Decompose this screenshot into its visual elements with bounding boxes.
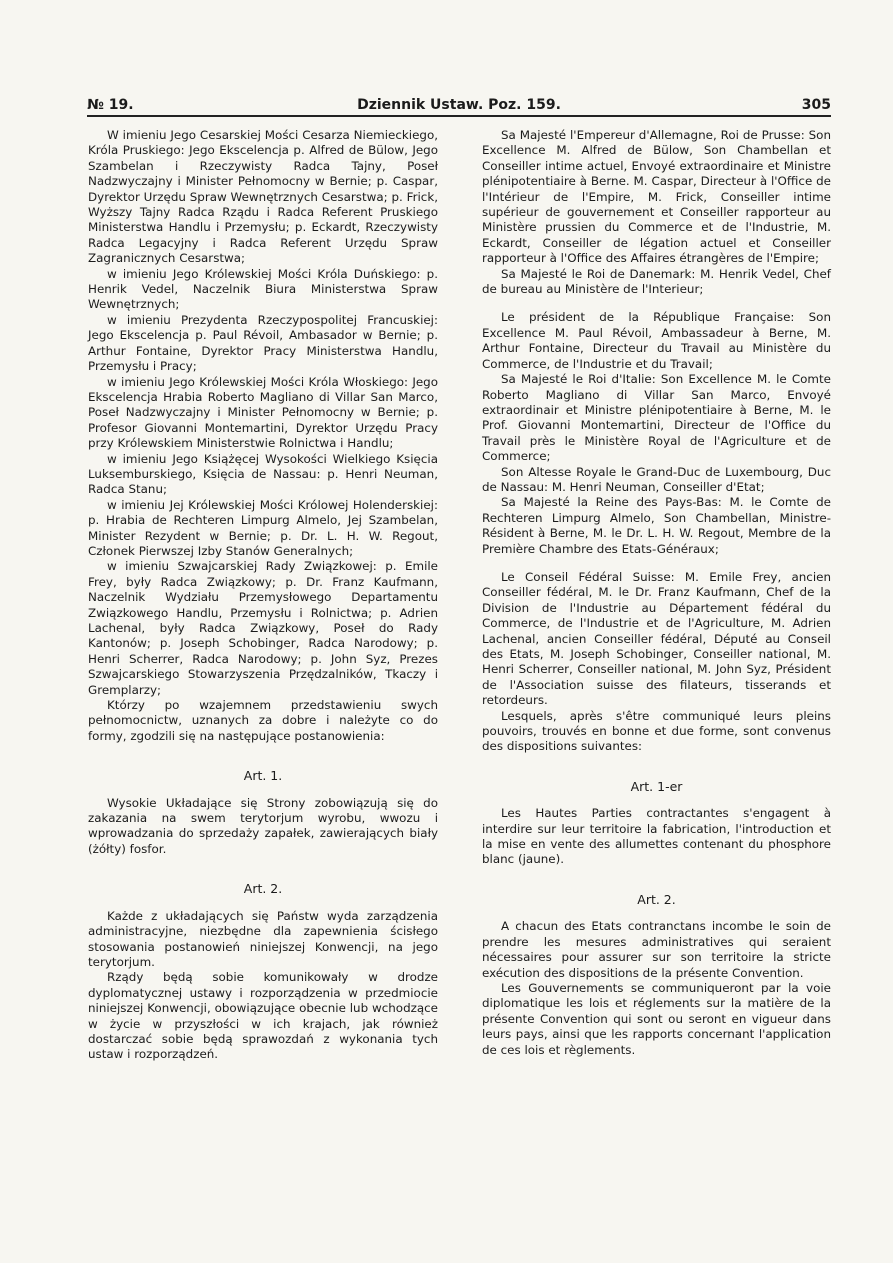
paragraph: w imieniu Jego Książęcej Wysokości Wielkiego Księcia Luksemburskiego, Księcia de Nassau: p. Henri Neuman, Radca Stanu; [88, 451, 438, 497]
paragraph: Son Altesse Royale le Grand-Duc de Luxembourg, Duc de Nassau: M. Henri Neuman, Conseiller d'Etat; [482, 464, 831, 494]
paragraph: Sa Majesté le Roi de Danemark: M. Henrik Vedel, Chef de bureau au Ministère de l'Interieur; [482, 266, 831, 297]
journal-title: Dziennik Ustaw. Poz. 159. [357, 97, 561, 113]
article-heading: Art. 1. [243, 768, 283, 784]
paragraph: Sa Majesté la Reine des Pays-Bas: M. le Comte de Rechteren Limpurg Almelo, Son Chambellan, Ministre-Résident à Berne, M. le Dr. L. H. W. Regout, Membre de la Première Chambre des Etats-Généraux; [482, 495, 831, 556]
paragraph: Rządy będą sobie komunikowały w drodze dyplomatycznej ustawy i rozporządzenia w przedmiocie niniejszej Konwencji, obowiązujące obecnie lub wchodzące w życie w przyszłości w ich krajach, jak również dostarczać sobie będą sprawozdań z wykonania tych ustaw i rozporządzeń. [88, 970, 438, 1062]
paragraph: w imieniu Jej Królewskiej Mości Królowej Holenderskiej: p. Hrabia de Rechteren Limpurg Almelo, Jej Szambelan, Minister Rezydent w Bernie; p. Dr. L. H. W. Regout, Członek Pierwszej Izby Stanów Generalnych; [88, 497, 438, 558]
paragraph: w imieniu Jego Królewskiej Mości Króla Włoskiego: Jego Ekscelencja Hrabia Roberto Magliano di Villar San Marco, Poseł Nadzwyczajny i Minister Pełnomocny w Bernie; p. Profesor Giovanni Montemartini, Dyrektor Urzędu Pracy przy Królewskiem Ministerstwie Rolnictwa i Handlu; [88, 374, 438, 451]
issue-number: № 19. [87, 97, 134, 113]
paragraph: Sa Majesté le Roi d'Italie: Son Excellence M. le Comte Roberto Magliano di Villar San Marco, Envoyé extraordinair et Ministre plénipotentiaire à Berne, M. le Prof. Giovanni Montemartini, Directeur de l'Office du Travail près le Ministère Royal de l'Agriculture et de Commerce; [482, 372, 831, 464]
paragraph: w imieniu Jego Królewskiej Mości Króla Duńskiego: p. Henrik Vedel, Naczelnik Biura Ministerstwa Spraw Wewnętrznych; [88, 266, 438, 312]
article-heading: Art. 2. [637, 891, 676, 907]
paragraph: Le président de la République Française: Son Excellence M. Paul Révoil, Ambassadeur à Berne, M. Arthur Fontaine, Directeur du Travail au Ministère du Commerce, de l'Industrie et du Travail; [482, 310, 831, 371]
paragraph: Którzy po wzajemnem przedstawieniu swych pełnomocnictw, uznanych za dobre i należyte co do formy, zgodzili się na następujące postanowienia: [88, 698, 438, 743]
paragraph: w imieniu Prezydenta Rzeczypospolitej Francuskiej: Jego Ekscelencja p. Paul Révoil, Ambasador w Bernie; p. Arthur Fontaine, Dyrektor Pracy Ministerstwa Handlu, Przemysłu i Pracy; [88, 312, 438, 374]
paragraph: w imieniu Szwajcarskiej Rady Związkowej: p. Emile Frey, były Radca Związkowy; p. Dr. Franz Kaufmann, Naczelnik Wydziału Przemysłowego Departamentu Związkowego Handlu, Przemysłu i Rolnictwa; p. Adrien Lachenal, były Radca Związkowy, Poseł do Rady Kantonów; p. Joseph Schobinger, Radca Narodowy; p. Henri Scherrer, Radca Narodowy; p. John Syz, Prezes Szwajcarskiego Stowarzyszenia Przędzalników, Tkaczy i Gremplarzy; [88, 559, 438, 697]
article-heading: Art. 1-er [630, 778, 683, 794]
article-heading: Art. 2. [243, 881, 283, 897]
paragraph: W imieniu Jego Cesarskiej Mości Cesarza Niemieckiego, Króla Pruskiego: Jego Ekscelencja p. Alfred de Bülow, Jego Szambelan i Rzeczywisty Radca Tajny, Poseł Nadzwyczajny i Minister Pełnomocny w Bernie; p. Caspar, Dyrektor Urzędu Spraw Wewnętrznych Cesarstwa; p. Frick, Wyższy Tajny Radca Rządu i Radca Referent Pruskiego Ministerstwa Handlu i Przemysłu; p. Eckardt, Rzeczywisty Radca Legacyjny i Radca Referent Urzędu Spraw Zagranicznych Cesarstwa; [88, 128, 438, 266]
paragraph: Wysokie Układające się Strony zobowiązują się do zakazania na swem terytorjum wyrobu, wwozu i wprowadzania do sprzedaży zapałek, zawierających biały (żółty) fosfor. [88, 795, 438, 856]
paragraph: Sa Majesté l'Empereur d'Allemagne, Roi de Prusse: Son Excellence M. Alfred de Bülow, Son Chambellan et Conseiller intime actuel, Envoyé extraordinaire et Ministre plénipotentiaire à Berne. M. Caspar, Directeur à l'Office de l'Intérieur de l'Empire, M. Frick, Conseiller intime supérieur de gouvernement et Conseiller rapporteur au Ministère prussien du Commerce et de l'Industrie, M. Eckardt, Conseiller de légation actuel et Conseiller rapporteur à l'Office des Affaires étrangères de l'Empire; [482, 128, 831, 266]
paragraph: Każde z układających się Państw wyda zarządzenia administracyjne, niezbędne dla zapewnienia ścisłego stosowania postanowień niniejszej Konwencji, na jego terytorjum. [88, 908, 438, 969]
page-header [87, 93, 831, 113]
paragraph: A chacun des Etats contranctans incombe le soin de prendre les mesures administratives qui seraient nécessaires pour assurer sur son territoire la stricte exécution des dispositions de la présente Convention. [482, 919, 831, 980]
paragraph: Le Conseil Fédéral Suisse: M. Emile Frey, ancien Conseiller fédéral, M. le Dr. Franz Kaufmann, Chef de la Division de l'Industrie au Département fédéral du Commerce, de l'Industrie et de l'Agriculture, M. Adrien Lachenal, ancien Conseiller fédéral, Député au Conseil des Etats, M. Joseph Schobinger, Conseiller national, M. Henri Scherrer, Conseiller national, M. John Syz, Président de l'Association suisse des filateurs, tisserands et retordeurs. [482, 569, 831, 708]
paragraph: Les Gouvernements se communiqueront par la voie diplomatique les lois et réglements sur la matière de la présente Convention qui sont ou seront en vigueur dans leurs pays, ainsi que les rapports concernant l'application de ces lois et règlements. [482, 980, 831, 1057]
page-number: 305 [801, 97, 831, 113]
polish-column [88, 128, 438, 1063]
french-column [482, 128, 831, 1058]
paragraph: Les Hautes Parties contractantes s'engagent à interdire sur leur territoire la fabrication, l'introduction et la mise en vente des allumettes contenant du phosphore blanc (jaune). [482, 806, 831, 867]
header-rule [87, 115, 831, 117]
paragraph: Lesquels, après s'être communiqué leurs pleins pouvoirs, trouvés en bonne et due forme, sont convenus des dispositions suivantes: [482, 708, 831, 754]
